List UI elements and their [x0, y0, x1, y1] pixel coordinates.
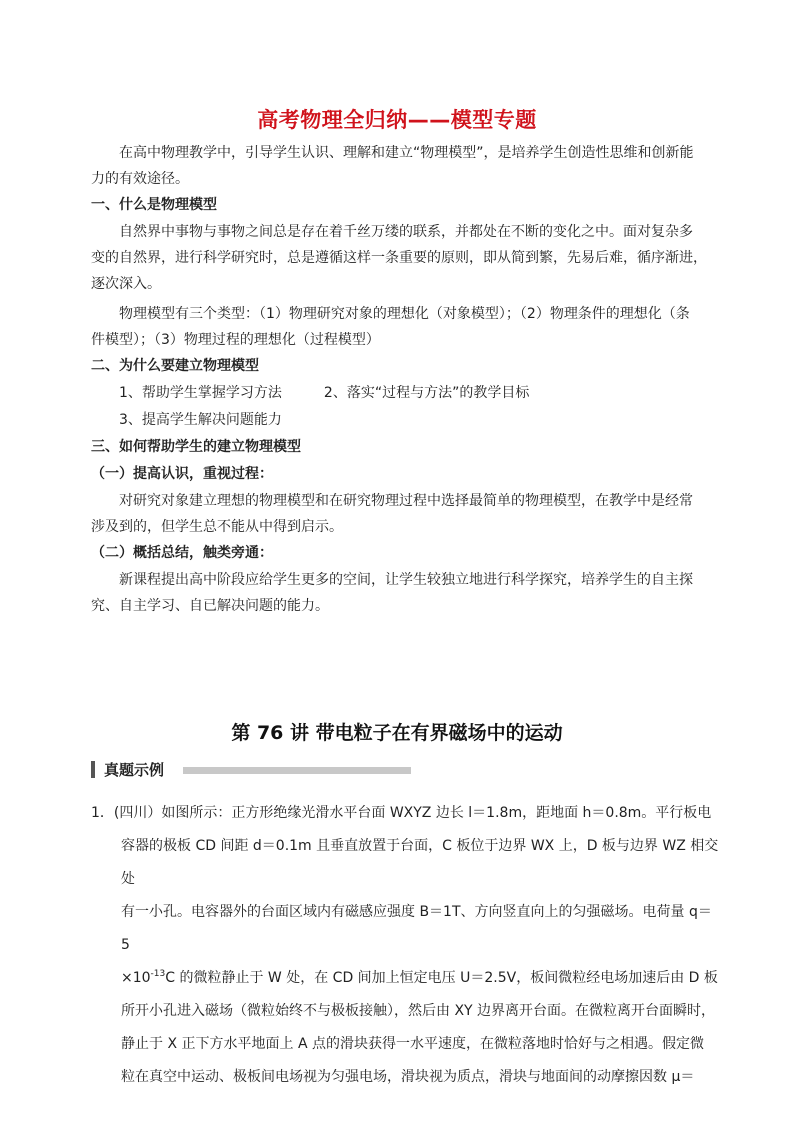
paragraph-line: 变的自然界，进行科学研究时，总是遵循这样一条重要的原则，即从简到繁，先易后难，循序渐进， — [91, 250, 707, 266]
question-line: 所开小孔进入磁场（微粒始终不与极板接触），然后由 XY 边界离开台面。在微粒离开台面瞬时， — [121, 1003, 716, 1019]
list-item: 1、帮助学生掌握学习方法 — [119, 385, 282, 401]
paragraph-line: 对研究对象建立理想的物理模型和在研究物理过程中选择最简单的物理模型，在教学中是经常 — [119, 493, 693, 509]
question-line: 1．(四川）如图所示：正方形绝缘光滑水平台面 WXYZ 边长 l＝1.8m，距地面 h＝0.8m。平行板电 — [91, 805, 712, 821]
subheading: （一）提高认识，重视过程： — [91, 466, 273, 482]
question-text: C 的微粒静止于 W 处，在 CD 间加上恒定电压 U＝2.5V，板间微粒经电场加速后由 D 板 — [165, 970, 718, 986]
list-row — [91, 380, 713, 407]
section-heading-3: 三、如何帮助学生的建立物理模型 — [91, 439, 301, 455]
list-item: 2、落实“过程与方法”的教学目标 — [323, 385, 530, 401]
paragraph-line: 究、自主学习、自已解决问题的能力。 — [91, 598, 329, 614]
paragraph-line: 物理模型有三个类型：（1）物理研究对象的理想化（对象模型）；（2）物理条件的理想化（条 — [119, 306, 690, 322]
question-1 — [91, 797, 719, 1094]
tag-bar — [91, 761, 95, 778]
lesson-title: 第 76 讲 带电粒子在有界磁场中的运动 — [231, 722, 563, 744]
charge-exponent: -13 — [150, 969, 166, 979]
paragraph-line: 逐次深入。 — [91, 276, 161, 292]
section-tag-label: 真题示例 — [104, 760, 165, 779]
page-title: 高考物理全归纳——模型专题 — [257, 108, 537, 132]
section-heading-1: 一、什么是物理模型 — [91, 197, 217, 213]
section-tag — [91, 758, 164, 780]
question-line: 静止于 X 正下方水平地面上 A 点的滑块获得一水平速度，在微粒落地时恰好与之相遇。假定微 — [121, 1036, 704, 1052]
list-item: 3、提高学生解决问题能力 — [119, 412, 282, 428]
paragraph-line: 自然界中事物与事物之间总是存在着千丝万缕的联系，并都处在不断的变化之中。面对复杂多 — [119, 224, 693, 240]
tag-underline — [183, 767, 411, 774]
question-line: 有一小孔。电容器外的台面区域内有磁感应强度 B＝1T、方向竖直向上的匀强磁场。电荷量 q＝5 — [121, 904, 712, 953]
intro-line: 在高中物理教学中，引导学生认识、理解和建立“物理模型”，是培养学生创造性思维和创新能 — [119, 145, 694, 161]
paragraph-line: 涉及到的，但学生总不能从中得到启示。 — [91, 519, 343, 535]
paragraph-line: 新课程提出高中阶段应给学生更多的空间，让学生较独立地进行科学探究，培养学生的自主探 — [119, 572, 693, 588]
intro-line: 力的有效途径。 — [91, 171, 189, 187]
charge-base: ×10 — [121, 970, 151, 986]
subheading: （二）概括总结，触类旁通： — [91, 545, 273, 561]
question-line: 粒在真空中运动、极板间电场视为匀强电场，滑块视为质点，滑块与地面间的动摩擦因数 μ＝ — [121, 1069, 695, 1085]
paragraph-line: 件模型）；（3）物理过程的理想化（过程模型） — [91, 332, 380, 348]
question-line: 容器的极板 CD 间距 d＝0.1m 且垂直放置于台面，C 板位于边界 WX 上，D 板与边界 WZ 相交处 — [121, 838, 719, 887]
question-line — [91, 962, 719, 995]
section-heading-2: 二、为什么要建立物理模型 — [91, 358, 259, 374]
model-article — [91, 140, 713, 619]
